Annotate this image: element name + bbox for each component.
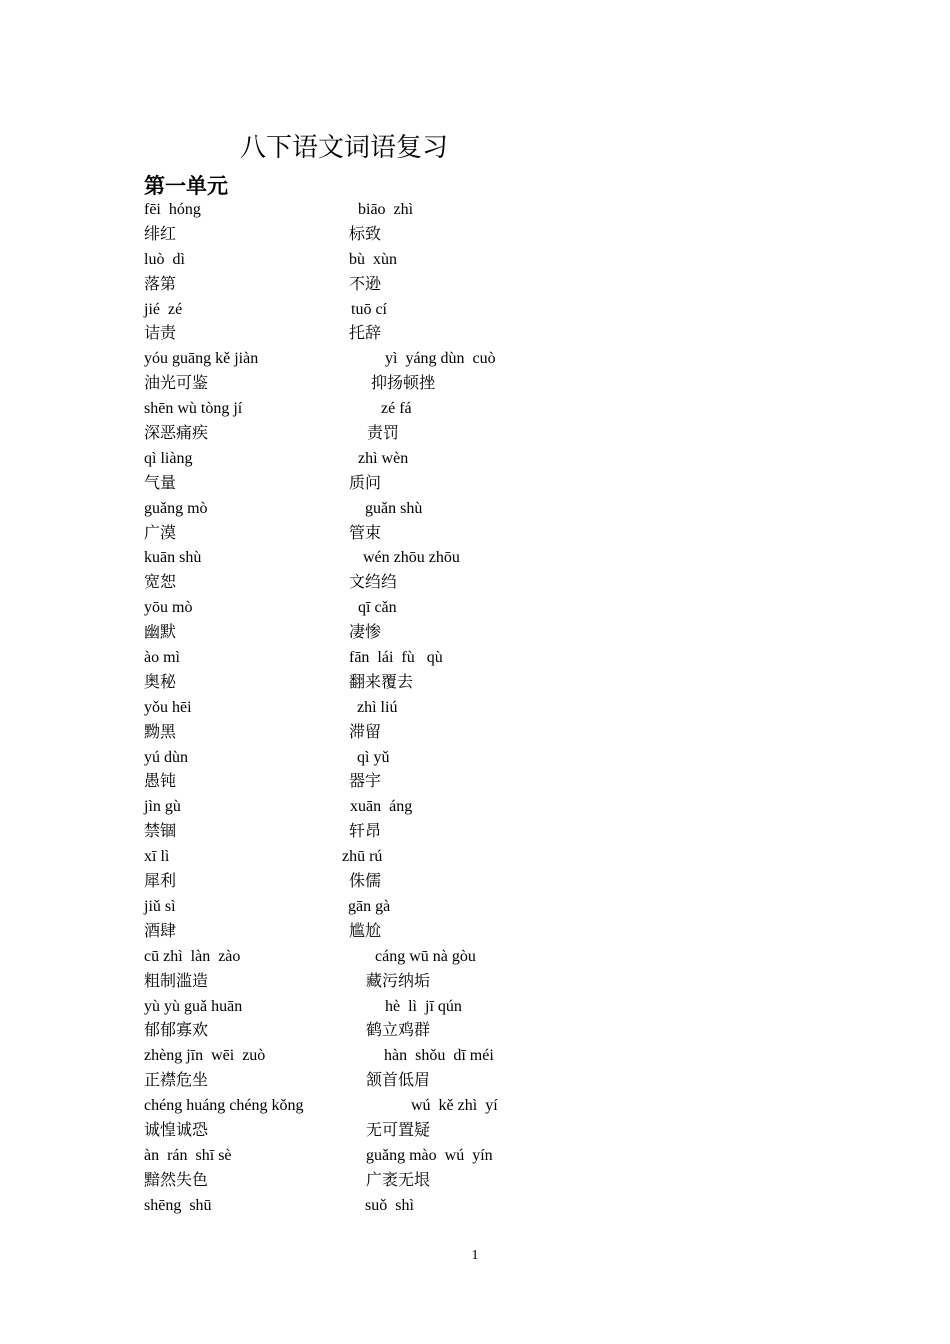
pinyin-right: xuān áng [350, 798, 413, 816]
word-row [0, 970, 950, 995]
word-row [0, 770, 950, 795]
word-left: 郁郁寡欢 [144, 1022, 209, 1040]
pinyin-row [0, 1094, 950, 1119]
word-left: 落第 [144, 275, 177, 293]
word-right: 藏污纳垢 [366, 972, 431, 990]
word-row [0, 571, 950, 596]
word-left: 绯红 [144, 225, 177, 243]
word-left: 黝黑 [144, 723, 177, 741]
pinyin-right: biāo zhì [358, 201, 414, 218]
word-right: 器宇 [349, 773, 382, 791]
pinyin-left: ào mì [144, 649, 180, 667]
pinyin-right: guǎn shù [365, 499, 423, 517]
pinyin-row [0, 447, 950, 472]
word-left: 广漠 [144, 524, 177, 542]
pinyin-right: zhì wèn [358, 449, 409, 467]
pinyin-right: zhū rú [342, 848, 383, 866]
word-right: 无可置疑 [366, 1121, 431, 1139]
pinyin-left: yǒu hēi [144, 698, 192, 716]
word-left: 黯然失色 [144, 1171, 209, 1189]
pinyin-left: yú dùn [144, 748, 188, 766]
pinyin-left: yù yù guǎ huān [144, 997, 243, 1015]
word-row [0, 273, 950, 298]
page-title: 八下语文词语复习 [240, 133, 449, 162]
word-row [0, 721, 950, 746]
pinyin-right: yì yáng dùn cuò [385, 350, 496, 368]
word-left: 宽恕 [144, 574, 177, 592]
pinyin-right: qī cǎn [358, 599, 397, 617]
pinyin-left: jié zé [144, 300, 183, 318]
word-right: 文绉绉 [349, 574, 398, 592]
pinyin-left: jìn gù [144, 798, 181, 816]
word-row [0, 671, 950, 696]
pinyin-left: cū zhì làn zào [144, 947, 241, 965]
pinyin-right: cáng wū nà gòu [375, 947, 476, 965]
pinyin-left: jiǔ sì [144, 897, 176, 915]
word-right: 管束 [349, 524, 382, 542]
word-left: 愚钝 [144, 773, 177, 791]
pinyin-right: qì yǔ [357, 748, 390, 766]
pinyin-row [0, 1194, 950, 1219]
word-row [0, 1169, 950, 1194]
word-row [0, 820, 950, 845]
word-right: 侏儒 [349, 873, 382, 891]
word-right: 标致 [349, 225, 382, 243]
word-row [0, 920, 950, 945]
word-right: 尴尬 [349, 922, 382, 940]
pinyin-row [0, 347, 950, 372]
word-left: 犀利 [144, 873, 177, 891]
word-row [0, 621, 950, 646]
pinyin-right: hè lì jī qún [385, 997, 462, 1015]
pinyin-right: gān gà [348, 897, 391, 915]
word-left: 幽默 [144, 624, 177, 642]
word-left: 深恶痛疾 [144, 425, 209, 443]
pinyin-left: yóu guāng kě jiàn [144, 350, 259, 368]
word-right: 凄惨 [349, 624, 382, 642]
pinyin-right: tuō cí [351, 300, 387, 318]
pinyin-right: hàn shǒu dī méi [384, 1047, 494, 1065]
word-left: 禁锢 [144, 823, 177, 841]
pinyin-row [0, 646, 950, 671]
vocabulary-list [0, 198, 950, 1219]
pinyin-row [0, 546, 950, 571]
word-right: 质问 [349, 474, 382, 492]
pinyin-row [0, 746, 950, 771]
word-row [0, 472, 950, 497]
word-left: 奥秘 [144, 673, 177, 691]
word-row [0, 1019, 950, 1044]
pinyin-right: bù xùn [349, 250, 397, 268]
pinyin-left: qì liàng [144, 449, 193, 467]
word-right: 责罚 [367, 425, 400, 443]
pinyin-row [0, 995, 950, 1020]
word-right: 抑扬顿挫 [371, 375, 436, 393]
word-row [0, 322, 950, 347]
pinyin-left: fēi hóng [144, 201, 201, 218]
word-left: 气量 [144, 474, 177, 492]
pinyin-left: xī lì [144, 848, 170, 866]
pinyin-left: àn rán shī sè [144, 1146, 232, 1164]
word-row [0, 422, 950, 447]
word-row [0, 1119, 950, 1144]
word-right: 鹤立鸡群 [366, 1022, 431, 1040]
word-right: 轩昂 [349, 823, 382, 841]
word-row [0, 1069, 950, 1094]
word-row [0, 223, 950, 248]
pinyin-row [0, 945, 950, 970]
word-left: 油光可鉴 [144, 375, 209, 393]
word-left: 诚惶诚恐 [144, 1121, 209, 1139]
word-right: 滞留 [349, 723, 382, 741]
word-right: 不逊 [349, 275, 382, 293]
word-row [0, 372, 950, 397]
pinyin-row [0, 497, 950, 522]
pinyin-left: kuān shù [144, 549, 202, 567]
pinyin-right: zhì liú [357, 698, 398, 716]
pinyin-left: shēng shū [144, 1196, 212, 1214]
pinyin-left: chéng huáng chéng kǒng [144, 1097, 304, 1115]
pinyin-row [0, 397, 950, 422]
pinyin-right: guǎng mào wú yín [366, 1146, 493, 1164]
pinyin-row [0, 198, 950, 223]
pinyin-row [0, 845, 950, 870]
word-left: 诘责 [144, 325, 177, 343]
word-right: 翻来覆去 [349, 673, 414, 691]
word-right: 托辞 [349, 325, 382, 343]
pinyin-row [0, 1044, 950, 1069]
pinyin-row [0, 795, 950, 820]
pinyin-right: fān lái fù qù [349, 649, 443, 667]
pinyin-left: yōu mò [144, 599, 193, 617]
pinyin-row [0, 596, 950, 621]
page-number: 1 [471, 1248, 479, 1263]
pinyin-left: zhèng jīn wēi zuò [144, 1047, 266, 1065]
pinyin-row [0, 696, 950, 721]
word-left: 酒肆 [144, 922, 177, 940]
pinyin-row [0, 1144, 950, 1169]
pinyin-row [0, 248, 950, 273]
word-row [0, 522, 950, 547]
pinyin-row [0, 895, 950, 920]
word-left: 粗制滥造 [144, 972, 209, 990]
pinyin-right: wén zhōu zhōu [363, 549, 460, 567]
pinyin-right: suǒ shì [365, 1196, 414, 1214]
pinyin-left: shēn wù tòng jí [144, 400, 243, 418]
pinyin-row [0, 298, 950, 323]
unit-heading: 第一单元 [144, 174, 228, 198]
word-right: 颔首低眉 [366, 1072, 431, 1090]
pinyin-right: zé fá [381, 400, 412, 418]
pinyin-left: guǎng mò [144, 499, 208, 517]
word-left: 正襟危坐 [144, 1072, 209, 1090]
pinyin-right: wú kě zhì yí [411, 1097, 498, 1115]
pinyin-left: luò dì [144, 250, 185, 268]
word-right: 广袤无垠 [366, 1171, 431, 1189]
word-row [0, 870, 950, 895]
